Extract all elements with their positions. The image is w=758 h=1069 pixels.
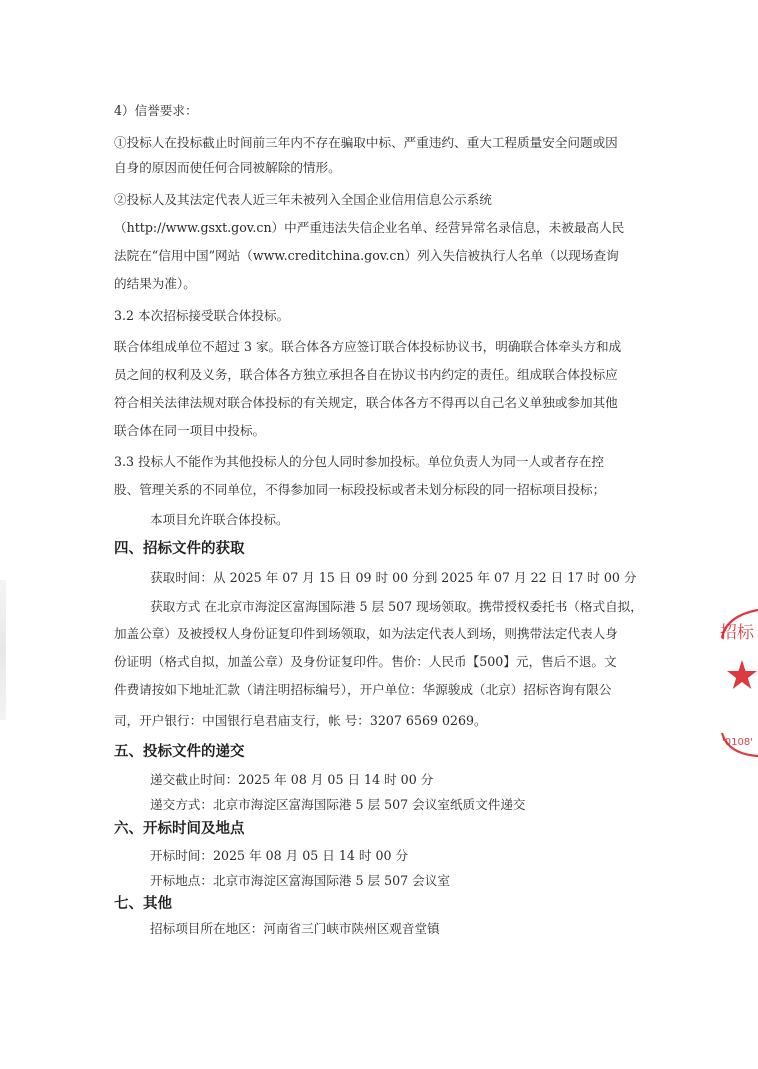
text-line: 4）信誉要求： — [114, 103, 198, 118]
text-line: 开标时间：2025 年 08 月 05 日 14 时 00 分 — [150, 848, 409, 863]
section-heading: 七、其他 — [114, 896, 172, 912]
text-line: 3.3 投标人不能作为其他投标人的分包人同时参加投标。单位负责人为同一人或者存在控 — [114, 454, 605, 469]
text-line: 员之间的权利及义务，联合体各方独立承担各自在协议书内约定的责任。组成联合体投标应 — [114, 367, 618, 382]
text-line: ①投标人在投标截止时间前三年内不存在骗取中标、严重违约、重大工程质量安全问题或因 — [114, 135, 618, 150]
text-line: 自身的原因而使任何合同被解除的情形。 — [114, 160, 341, 175]
section-heading: 六、开标时间及地点 — [114, 821, 245, 837]
text-line: 司，开户银行：中国银行皂君庙支行，帐 号：3207 6569 0269。 — [114, 713, 487, 728]
svg-text:招标: 招标 — [720, 623, 754, 643]
text-line: 份证明（格式自拟，加盖公章）及身份证复印件。售价：人民币【500】元，售后不退。文 — [114, 654, 617, 669]
text-line: 联合体在同一项目中投标。 — [114, 423, 266, 438]
text-line: ②投标人及其法定代表人近三年未被列入全国企业信用信息公示系统 — [114, 192, 492, 207]
svg-text:'0108': '0108' — [722, 737, 753, 748]
text-line: 3.2 本次招标接受联合体投标。 — [114, 308, 290, 323]
text-line: 件费请按如下地址汇款（请注明招标编号），开户单位：华源骏成（北京）招标咨询有限公 — [114, 682, 612, 697]
text-line: 的结果为准）。 — [114, 276, 196, 291]
text-line: 法院在“信用中国”网站（www.creditchina.gov.cn）列入失信被执行人名单（以现场查询 — [114, 248, 619, 263]
text-line: 获取时间：从 2025 年 07 月 15 日 09 时 00 分到 2025 年 07 月 22 日 17 时 00 分 — [150, 570, 637, 585]
text-line: 符合相关法律法规对联合体投标的有关规定，联合体各方不得再以自己名义单独或参加其他 — [114, 395, 618, 410]
text-line: 招标项目所在地区：河南省三门峡市陕州区观音堂镇 — [150, 921, 440, 936]
text-line: 股、管理关系的不同单位，不得参加同一标段投标或者未划分标段的同一招标项目投标； — [114, 482, 606, 497]
scan-edge-shadow — [0, 580, 6, 720]
text-line: 递交截止时间：2025 年 08 月 05 日 14 时 00 分 — [150, 772, 434, 787]
text-line: 开标地点：北京市海淀区富海国际港 5 层 507 会议室 — [150, 873, 450, 888]
section-heading: 四、招标文件的获取 — [114, 541, 245, 557]
text-line: 获取方式 在北京市海淀区富海国际港 5 层 507 现场领取。携带授权委托书（格式自拟， — [150, 599, 643, 614]
text-line: 递交方式：北京市海淀区富海国际港 5 层 507 会议室纸质文件递交 — [150, 797, 526, 812]
section-heading: 五、投标文件的递交 — [114, 744, 245, 760]
text-line: 加盖公章）及被授权人身份证复印件到场领取，如为法定代表人到场，则携带法定代表人身 — [114, 626, 618, 641]
text-line: 本项目允许联合体投标。 — [150, 512, 289, 527]
text-line: （http://www.gsxt.gov.cn）中严重违法失信企业名单、经营异常名录信息，未被最高人民 — [114, 220, 625, 235]
text-line: 联合体组成单位不超过 3 家。联合体各方应签订联合体投标协议书，明确联合体牵头方和成 — [114, 339, 622, 354]
official-seal-stamp — [716, 608, 758, 758]
